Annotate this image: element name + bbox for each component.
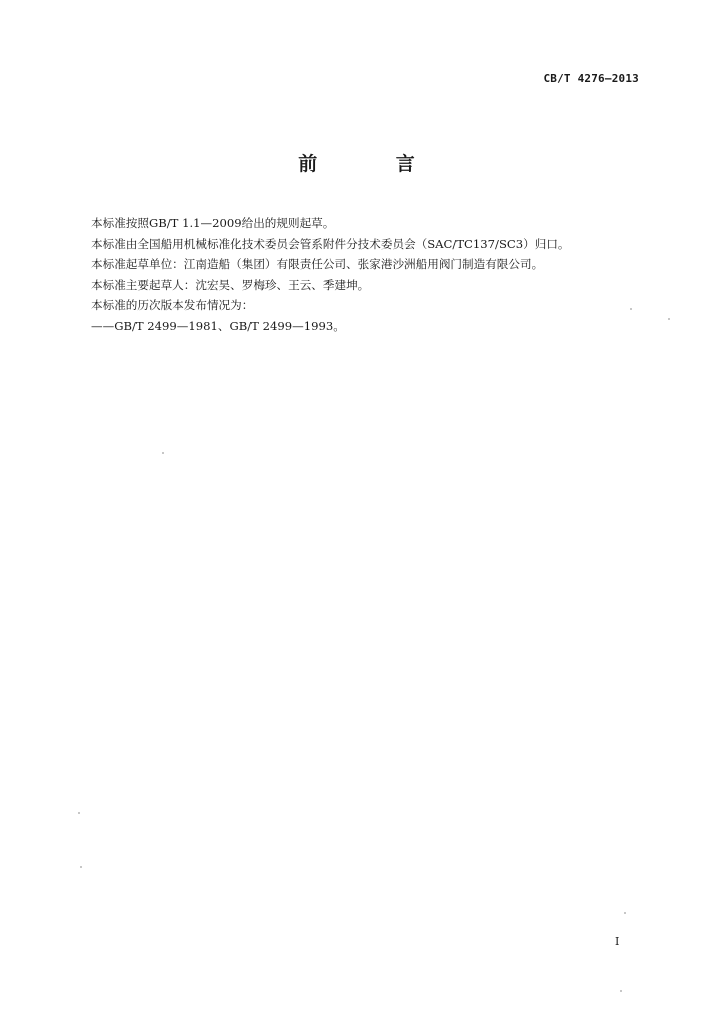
foreword-line: ——GB/T 2499—1981、GB/T 2499—1993。 [91,318,345,333]
foreword-line: 本标准由全国船用机械标准化技术委员会管系附件分技术委员会（SAC/TC137/SC3）归口。 [91,236,570,251]
foreword-body [91,213,671,337]
scan-speck [668,318,670,320]
scan-speck [80,866,82,868]
scan-speck [78,812,80,814]
scan-speck [620,990,622,992]
foreword-title: 前 言 [298,153,451,175]
foreword-line: 本标准主要起草人：沈宏昊、罗梅珍、王云、季建坤。 [91,277,370,292]
standard-code: CB/T 4276—2013 [543,72,639,85]
foreword-line: 本标准起草单位：江南造船（集团）有限责任公司、张家港沙洲船用阀门制造有限公司。 [91,257,544,272]
scan-speck [630,308,632,310]
page-number: I [615,935,620,948]
scan-speck [162,452,164,454]
scan-speck [624,912,626,914]
foreword-line: 本标准的历次版本发布情况为： [91,298,254,313]
foreword-line: 本标准按照GB/T 1.1—2009给出的规则起草。 [91,216,335,230]
